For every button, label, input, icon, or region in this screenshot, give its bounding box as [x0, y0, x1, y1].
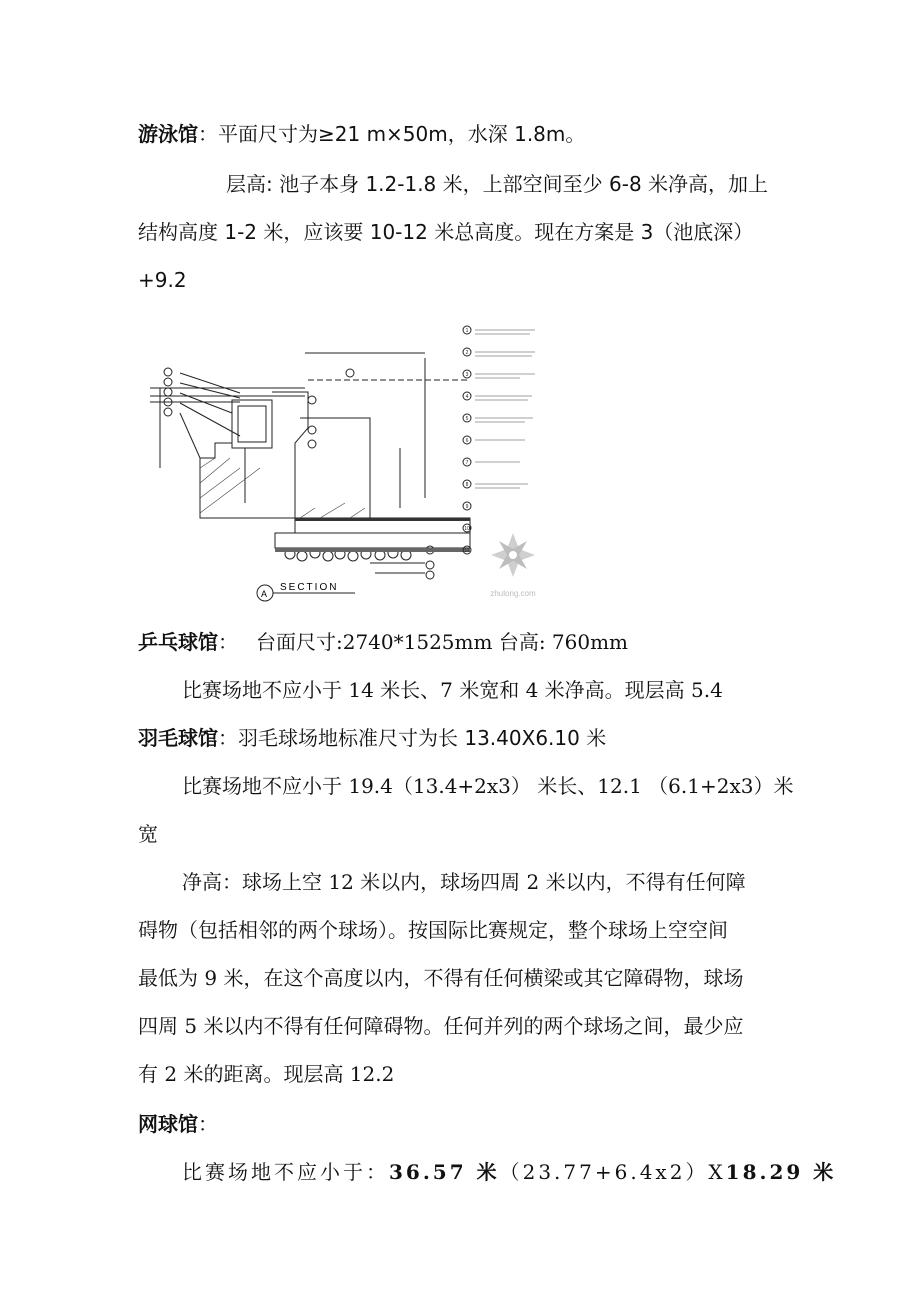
swim-height-paragraph: 层高: 池子本身 1.2-1.8 米，上部空间至少 6-8 米净高，加上 结构高度 1-2 米，应该要 10-12 米总高度。现在方案是 3（池底深） +9.2: [138, 172, 769, 292]
badminton-label: 羽毛球馆: [138, 726, 218, 750]
swim-heading-line: 游泳馆：平面尺寸为≥21 m×50m，水深 1.8m。: [138, 122, 586, 146]
legend-number: 7: [465, 460, 469, 466]
legend-number: 11: [464, 548, 470, 554]
svg-text:A: A: [260, 589, 268, 599]
section-label: SECTION: [280, 582, 339, 593]
legend-number: 9: [465, 504, 469, 510]
swim-label: 游泳馆: [138, 122, 198, 146]
tennis-venue: 比赛场地不应小于：36.57 米（23.77+6.4x2）X18.29 米: [182, 1160, 837, 1184]
svg-text:zhulong.com: zhulong.com: [490, 589, 536, 598]
tennis-heading-line: 网球馆：: [138, 1112, 218, 1136]
badminton-clearance: 净高：球场上空 12 米以内，球场四周 2 米以内，不得有任何障 碍物（包括相邻的两个球场）。按国际比赛规定，整个球场上空空间 最低为 9 米，在这个高度以内，不得有任何横梁或其它障碍物，球场 四周 5 米以内不得有任何障碍物。任何并列的两个球场之间，最少应 有 2 米的距离。现层高 12.2: [138, 870, 746, 1086]
legend-number: 3: [465, 372, 469, 378]
zhulong-watermark: [478, 520, 548, 610]
legend-number: 2: [465, 350, 469, 356]
pingpong-venue: 比赛场地不应小于 14 米长、7 米宽和 4 米净高。现层高 5.4: [182, 678, 723, 702]
legend-number: 10: [464, 526, 470, 532]
legend-number: 4: [465, 394, 469, 400]
badminton-venue: 比赛场地不应小于 19.4（13.4+2x3） 米长、12.1 （6.1+2x3）米 宽: [138, 774, 794, 846]
pingpong-label: 乒乓球馆: [138, 630, 218, 654]
badminton-court-size: 羽毛球场地标准尺寸为长 13.40X6.10 米: [238, 726, 607, 750]
pingpong-heading-line: 乒乓球馆： 台面尺寸:2740*1525mm 台高: 760mm 比赛场地不应小于 14 米长、7 米宽和 4 米净高。现层高 5.4: [138, 618, 793, 714]
swim-dimensions: 平面尺寸为≥21 m×50m，水深 1.8m。: [218, 122, 586, 146]
legend-number: 6: [465, 438, 469, 444]
tennis-label: 网球馆: [138, 1112, 198, 1136]
legend-number: 8: [465, 482, 469, 488]
pingpong-table-size: 台面尺寸:2740*1525mm 台高: 760mm: [256, 630, 629, 654]
legend-number: 1: [465, 328, 469, 334]
badminton-heading-line: 羽毛球馆：羽毛球场地标准尺寸为长 13.40X6.10 米: [138, 726, 607, 750]
legend-number: 5: [465, 416, 469, 422]
